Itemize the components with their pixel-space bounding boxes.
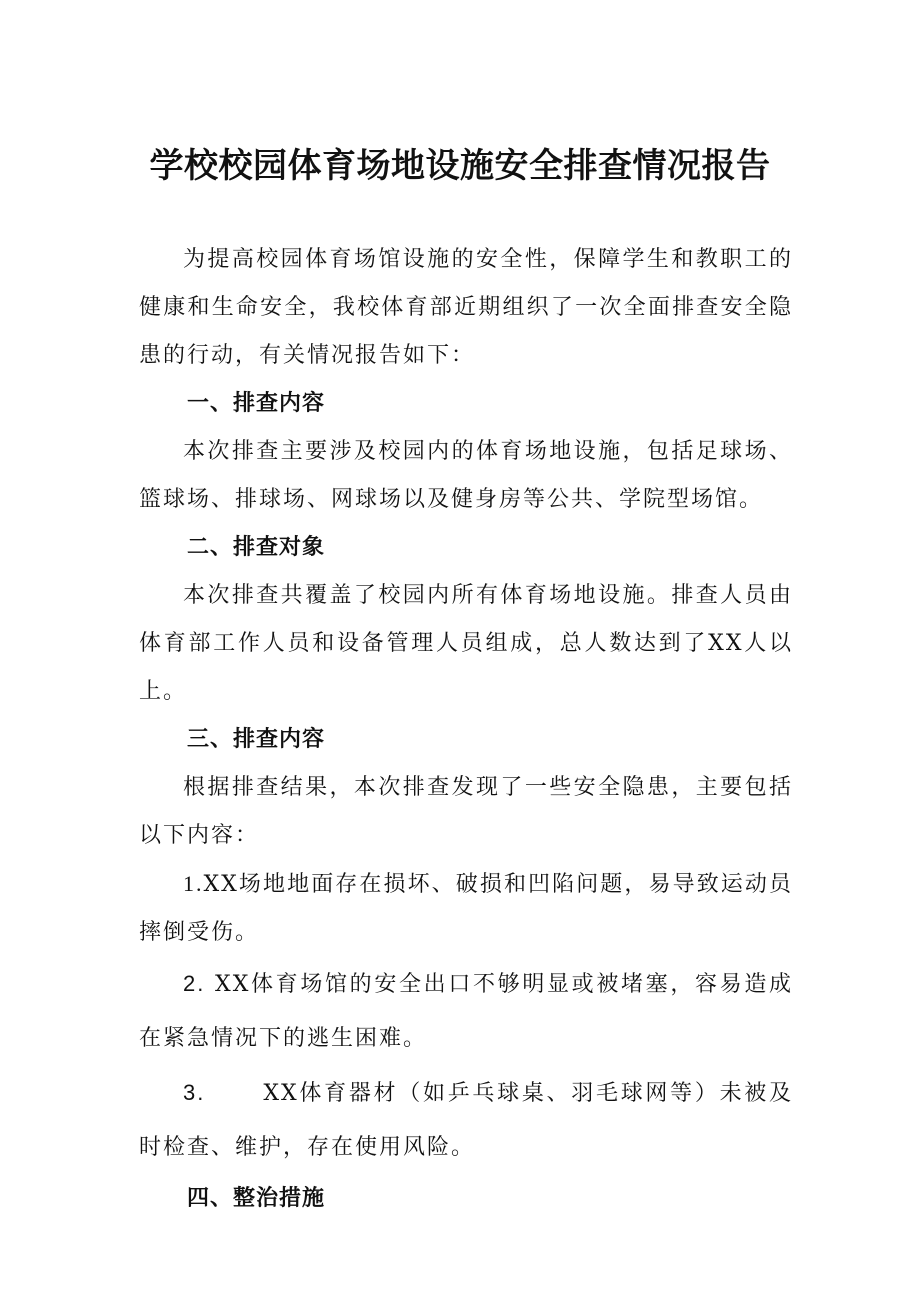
list-item-1 <box>139 860 793 957</box>
document-body <box>139 236 793 1223</box>
intro-paragraph: 为提高校园体育场馆设施的安全性，保障学生和教职工的健康和生命安全，我校体育部近期组织了一次全面排查安全隐患的行动，有关情况报告如下： <box>139 247 793 368</box>
list-item-number: 2. <box>183 971 206 996</box>
list-item-number: 3. <box>183 1080 206 1105</box>
section-heading-4: 四、整治措施 <box>187 1186 326 1211</box>
list-item-2 <box>139 957 793 1066</box>
section-heading-3: 三、排查内容 <box>187 727 326 752</box>
section-paragraph-2: 本次排查共覆盖了校园内所有体育场地设施。排查人员由体育部工作人员和设备管理人员组成，总人数达到了XX人以上。 <box>139 583 793 704</box>
document-title: 学校校园体育场地设施安全排查情况报告 <box>149 146 771 186</box>
list-item-text: XX场地地面存在损坏、破损和凹陷问题，易导致运动员摔倒受伤。 <box>139 872 793 945</box>
list-item-3 <box>139 1066 793 1175</box>
section-paragraph-3: 根据排查结果，本次排查发现了一些安全隐患，主要包括以下内容： <box>139 775 793 848</box>
section-heading-2: 二、排查对象 <box>187 535 326 560</box>
list-item-text: XX体育器材（如乒乓球桌、羽毛球网等）未被及时检查、维护，存在使用风险。 <box>139 1081 793 1160</box>
list-item-number: 1. <box>183 871 204 896</box>
list-item-text: XX体育场馆的安全出口不够明显或被堵塞，容易造成在紧急情况下的逃生困难。 <box>139 972 794 1051</box>
section-paragraph-1: 本次排查主要涉及校园内的体育场地设施，包括足球场、篮球场、排球场、网球场以及健身房等公共、学院型场馆。 <box>139 439 793 512</box>
section-heading-1: 一、排查内容 <box>187 391 326 416</box>
